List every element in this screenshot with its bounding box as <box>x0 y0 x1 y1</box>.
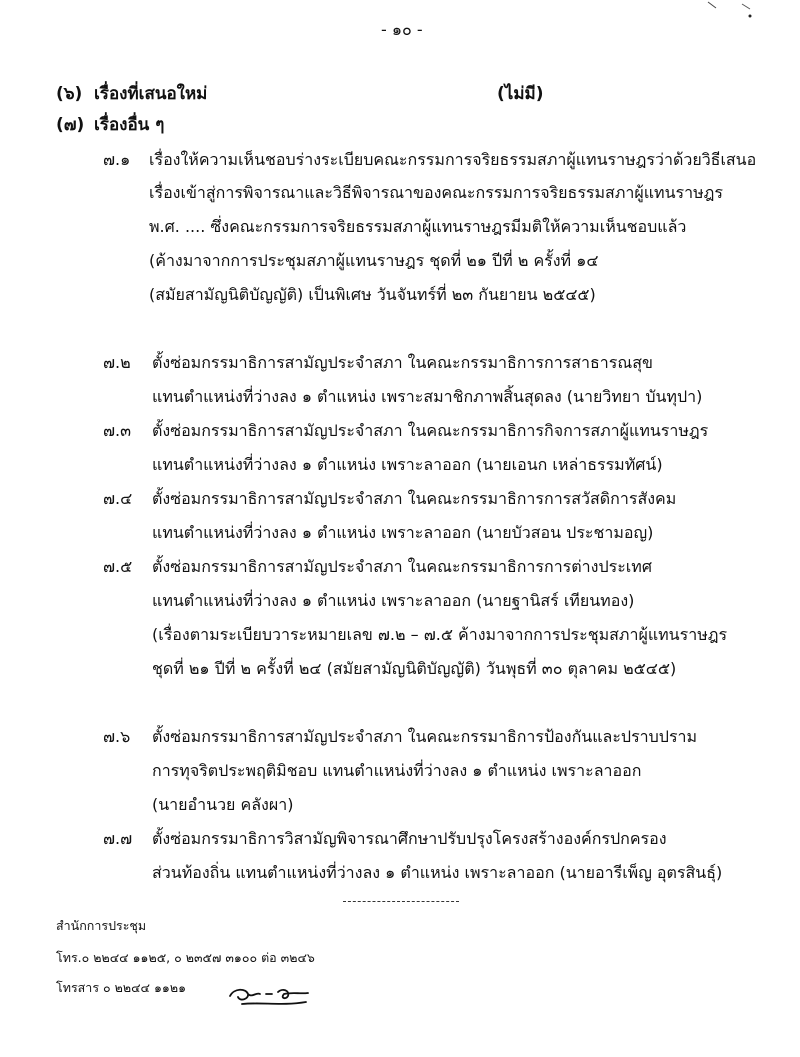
item-text-line: การทุจริตประพฤติมิชอบ แทนตำแหน่งที่ว่างลง ๑ ตำแหน่ง เพราะลาออก <box>152 761 642 780</box>
item-number: ๗.๑ <box>103 150 131 169</box>
section-7-number: (๗) <box>56 115 85 135</box>
item-number: ๗.๖ <box>103 727 131 746</box>
section-7-title: เรื่องอื่น ๆ <box>94 115 165 135</box>
section-6-title: เรื่องที่เสนอใหม่ <box>94 84 208 104</box>
item-number: ๗.๗ <box>103 829 133 848</box>
item-text-line: แทนตำแหน่งที่ว่างลง ๑ ตำแหน่ง เพราะลาออก (นายฐานิสร์ เทียนทอง) <box>152 591 635 610</box>
item-text-line: (เรื่องตามระเบียบวาระหมายเลข ๗.๒ – ๗.๕ ค้างมาจากการประชุมสภาผู้แทนราษฎร <box>152 625 728 644</box>
item-text-line: ตั้งซ่อมกรรมาธิการวิสามัญพิจารณาศึกษาปรับปรุงโครงสร้างองค์กรปกครอง <box>152 829 667 848</box>
section-6-status: (ไม่มี) <box>497 84 544 104</box>
item-text-line: (สมัยสามัญนิติบัญญัติ) เป็นพิเศษ วันจันทร์ที่ ๒๓ กันยายน ๒๕๔๕) <box>149 285 596 304</box>
section-6-number: (๖) <box>56 84 83 104</box>
item-text-line: แทนตำแหน่งที่ว่างลง ๑ ตำแหน่ง เพราะลาออก (นายบัวสอน ประชามอญ) <box>152 523 654 542</box>
item-text-line: (ค้างมาจากการประชุมสภาผู้แทนราษฎร ชุดที่ ๒๑ ปีที่ ๒ ครั้งที่ ๑๔ <box>149 251 599 270</box>
handwritten-signature <box>222 982 322 1012</box>
item-number: ๗.๔ <box>103 489 133 508</box>
item-text-line: ชุดที่ ๒๑ ปีที่ ๒ ครั้งที่ ๒๔ (สมัยสามัญนิติบัญญัติ) วันพุธที่ ๓๐ ตุลาคม ๒๕๔๕) <box>152 659 677 678</box>
item-text-line: ตั้งซ่อมกรรมาธิการสามัญประจำสภา ในคณะกรรมาธิการการสาธารณสุข <box>152 353 653 372</box>
item-text-line: ส่วนท้องถิ่น แทนตำแหน่งที่ว่างลง ๑ ตำแหน่ง เพราะลาออก (นายอารีเพ็ญ อุตรสินธุ์) <box>152 863 723 882</box>
page-number: - ๑๐ - <box>381 20 423 39</box>
scan-mark-decoration <box>706 0 796 24</box>
item-text-line: (นายอำนวย คลังผา) <box>152 795 294 814</box>
item-number: ๗.๓ <box>103 421 132 440</box>
item-text-line: พ.ศ. .... ซึ่งคณะกรรมการจริยธรรมสภาผู้แทนราษฎรมีมติให้ความเห็นชอบแล้ว <box>149 217 687 236</box>
item-number: ๗.๒ <box>103 353 131 372</box>
item-text-line: ตั้งซ่อมกรรมาธิการสามัญประจำสภา ในคณะกรรมาธิการป้องกันและปราบปราม <box>152 727 698 746</box>
item-text-line: เรื่องให้ความเห็นชอบร่างระเบียบคณะกรรมการจริยธรรมสภาผู้แทนราษฎรว่าด้วยวิธีเสนอ <box>149 150 757 169</box>
footer-phone: โทร.๐ ๒๒๔๔ ๑๑๒๕, ๐ ๒๓๕๗ ๓๑๐๐ ต่อ ๓๒๔๖ <box>56 950 315 965</box>
item-text-line: แทนตำแหน่งที่ว่างลง ๑ ตำแหน่ง เพราะลาออก (นายเอนก เหล่าธรรมทัศน์) <box>152 455 663 474</box>
item-number: ๗.๕ <box>103 557 133 576</box>
item-text-line: เรื่องเข้าสู่การพิจารณาและวิธีพิจารณาของคณะกรรมการจริยธรรมสภาผู้แทนราษฎร <box>149 183 723 202</box>
item-text-line: ตั้งซ่อมกรรมาธิการสามัญประจำสภา ในคณะกรรมาธิการกิจการสภาผู้แทนราษฎร <box>152 421 709 440</box>
item-text-line: ตั้งซ่อมกรรมาธิการสามัญประจำสภา ในคณะกรรมาธิการการสวัสดิการสังคม <box>152 489 677 508</box>
footer-fax: โทรสาร ๐ ๒๒๔๔ ๑๑๒๑ <box>56 980 187 995</box>
footer-office: สำนักการประชุม <box>56 918 147 933</box>
item-text-line: แทนตำแหน่งที่ว่างลง ๑ ตำแหน่ง เพราะสมาชิกภาพสิ้นสุดลง (นายวิทยา บันทุปา) <box>152 387 703 406</box>
section-divider <box>343 901 459 902</box>
item-text-line: ตั้งซ่อมกรรมาธิการสามัญประจำสภา ในคณะกรรมาธิการการต่างประเทศ <box>152 557 652 576</box>
